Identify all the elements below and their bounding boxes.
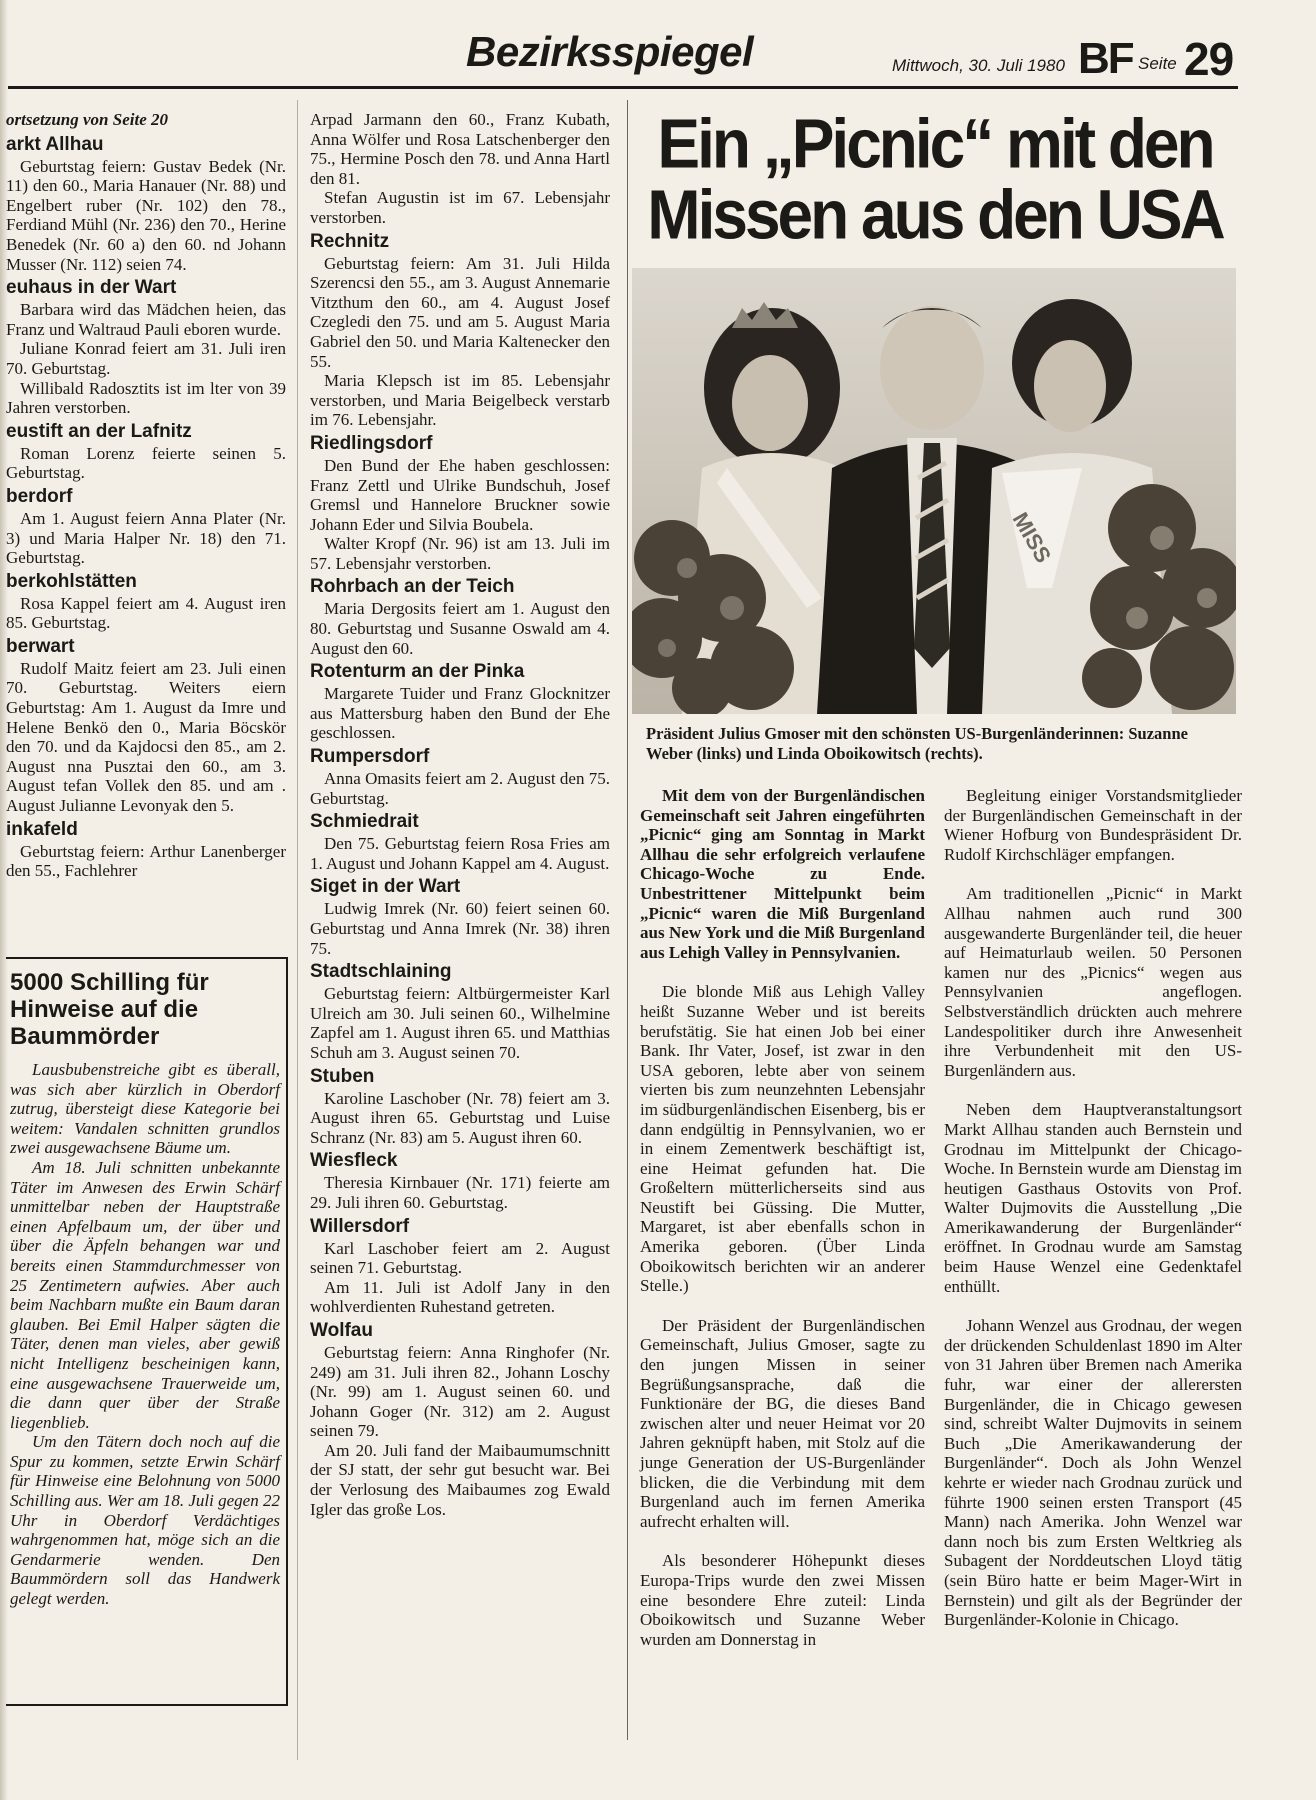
boxed-article-body	[6, 1060, 286, 1609]
section-paragraph: Maria Dergosits feiert am 1. August den 80. Geburtstag und Susanne Oswald am 4. August den 60.	[310, 599, 610, 658]
section-paragraph: Geburtstag feiern: Altbürgermeister Karl Ulreich am 30. Juli seinen 60., Wilhelmine Zapfel am 1. August ihren 65. und Matthias Schuh am 3. August seinen 70.	[310, 984, 610, 1062]
feature-photo	[632, 268, 1236, 714]
feature-column-2	[944, 786, 1242, 1630]
section-heading: Rechnitz	[310, 230, 390, 252]
news-section	[310, 876, 610, 958]
news-section	[6, 819, 286, 881]
section-paragraph: Geburtstag feiern: Anna Ringhofer (Nr. 249) am 31. Juli ihren 82., Johann Loschy (Nr. 99) am 1. August seinen 60. und Johann Goger (Nr. 312) am 2. August seinen 79.	[310, 1342, 610, 1441]
page-header	[0, 20, 1240, 90]
section-paragraph: Den Bund der Ehe haben geschlossen: Franz Zettl und Ulrike Bundschuh, Josef Gremsl und Hannelore Bruckner sowie Johann Eder und Silvia Boubela.	[310, 455, 610, 534]
feature-column-1	[640, 786, 925, 1649]
news-section	[6, 277, 286, 418]
section-heading: Siget in der Wart	[310, 876, 461, 898]
section-title: Bezirksspiegel	[466, 28, 754, 75]
news-section	[310, 1066, 610, 1148]
section-heading: Willersdorf	[310, 1215, 410, 1237]
lead-paragraph: Mit dem von der Burgenländischen Gemeinschaft seit Jahren eingeführten „Picnic“ ging am Sonntag in Markt Allhau die sehr erfolgreich verlaufene Chicago-Woche zu Ende. Unbestrittener Mittelpunkt beim „Picnic“ waren die Miß Burgenland aus New York und die Miß Burgenland aus Lehigh Valley in Pennsylvanien.	[640, 786, 925, 962]
section-paragraph: Am 1. August feiern Anna Plater (Nr. 3) und Maria Halper Nr. 18) den 71. Geburtstag.	[6, 508, 286, 568]
section-paragraph: Am 11. Juli ist Adolf Jany in den wohlverdienten Ruhestand getreten.	[310, 1277, 610, 1317]
news-section	[6, 636, 286, 816]
article-paragraph: Als besonderer Höhepunkt dieses Europa-Trips wurde den zwei Missen eine besondere Ehre zuteil: Linda Oboikowitsch und Suzanne Weber wurden am Donnerstag in	[640, 1551, 925, 1649]
section-heading: Rohrbach an der Teich	[310, 576, 515, 598]
column-intro: Arpad Jarmann den 60., Franz Kubath, Anna Wölfer und Rosa Latschenberger den 75., Hermine Posch den 78. und Anna Hartl den 81.	[310, 110, 610, 188]
news-section	[310, 576, 610, 658]
news-section	[310, 1320, 610, 1519]
news-section	[310, 1150, 610, 1212]
article-paragraph: Der Präsident der Burgenländischen Gemeinschaft, Julius Gmoser, sagte zu den jungen Missen in seiner Begrüßungsansprache, daß die Funktionäre der BG, die dieses Band zwischen alter und neuer Heimat vor 20 Jahren geknüpft haben, mit Stolz auf die junge Generation der US-Burgenländer blicken, die die Verbindung mit dem Burgenland auch im fernen Amerika aufrecht erhalten will.	[640, 1315, 925, 1531]
column-divider	[627, 100, 628, 1740]
local-news-column-1	[6, 110, 286, 881]
news-section	[6, 134, 286, 275]
boxed-article	[6, 957, 288, 1706]
news-section	[310, 746, 610, 808]
feature-headline	[630, 104, 1240, 254]
newspaper-logo: BF	[1078, 34, 1133, 83]
section-heading: Wolfau	[310, 1319, 373, 1341]
section-heading: Rotenturm an der Pinka	[310, 661, 525, 683]
section-paragraph: Den 75. Geburtstag feiern Rosa Fries am 1. August und Johann Kappel am 4. August.	[310, 834, 610, 873]
section-heading: Wiesfleck	[310, 1150, 398, 1172]
header-rule	[8, 86, 1238, 89]
news-section	[6, 421, 286, 483]
photo-illustration	[632, 268, 1236, 714]
local-news-sections	[310, 231, 610, 1520]
section-heading: Riedlingsdorf	[310, 432, 433, 454]
section-paragraph: Ludwig Imrek (Nr. 60) feiert seinen 60. Geburtstag und Anna Imrek (Nr. 38) ihren 75.	[310, 899, 610, 958]
news-section	[310, 433, 610, 574]
local-news-sections	[6, 134, 286, 881]
section-heading: berwart	[6, 635, 75, 657]
headline-line-1: Ein „Picnic“ mit den	[657, 104, 1213, 183]
boxed-paragraph: Um den Tätern doch noch auf die Spur zu kommen, setzte Erwin Schärf für Hinweise eine Belohnung von 5000 Schilling aus. Wer am 18. Juli gegen 22 Uhr in Oberdorf Verdächtiges wahrgenommen hat, möge sich an die Gendarmerie wenden. Den Baummördern soll das Handwerk gelegt werden.	[10, 1432, 280, 1609]
page-label: Seite	[1138, 54, 1177, 73]
section-paragraph: Theresia Kirnbauer (Nr. 171) feierte am 29. Juli ihren 60. Geburtstag.	[310, 1173, 610, 1212]
section-heading: Stuben	[310, 1065, 375, 1087]
section-paragraph: Roman Lorenz feierte seinen 5. Geburtstag.	[6, 443, 286, 483]
section-paragraph: Rosa Kappel feiert am 4. August iren 85. Geburtstag.	[6, 593, 286, 633]
news-section	[310, 661, 610, 743]
news-section	[310, 811, 610, 873]
news-section	[310, 1216, 610, 1317]
page-number: 29	[1184, 33, 1234, 85]
news-section	[6, 571, 286, 633]
section-heading: Schmiedrait	[310, 811, 419, 833]
article-paragraph: Begleitung einiger Vorstandsmitglieder der Burgenländischen Gemeinschaft in der Wiener Hofburg von Bundespräsident Dr. Rudolf Kirchschläger empfangen.	[944, 786, 1242, 864]
section-paragraph: Anna Omasits feiert am 2. August den 75. Geburtstag.	[310, 769, 610, 808]
news-section	[6, 486, 286, 568]
section-heading: berkohlstätten	[6, 570, 137, 592]
section-paragraph: Karl Laschober feiert am 2. August seinen 71. Geburtstag.	[310, 1238, 610, 1278]
local-news-column-2	[310, 110, 610, 1519]
article-paragraph: Die blonde Miß aus Lehigh Valley heißt Suzanne Weber und ist bereits berufstätig. Sie hat einen Job bei einer Bank. Ihr Vater, Josef, ist zwar in den USA geboren, lebte aber von seinem vierten bis zum neunzehnten Lebensjahr im südburgenländischen Eisenberg, bis er dann endgültig in Pennsylvanien, wo er in einem Zementwerk beschäftigt ist, eine Heimat gefunden hat. Die Großeltern mütterlicherseits sind aus Neustift bei Güssing. Die Mutter, Margaret, ist aber ebenfalls schon in Amerika geboren. (Über Linda Oboikowitsch berichten wir an anderer Stelle.)	[640, 982, 925, 1296]
section-heading: Rumpersdorf	[310, 746, 430, 768]
section-heading: inkafeld	[6, 818, 78, 840]
column-intro-2: Stefan Augustin ist im 67. Lebensjahr verstorben.	[310, 188, 610, 227]
photo-caption: Präsident Julius Gmoser mit den schönsten US-Burgenländerinnen: Suzanne Weber (links) und Linda Oboikowitsch (rechts).	[646, 724, 1188, 763]
section-heading: berdorf	[6, 485, 73, 507]
boxed-article-title: 5000 Schilling für Hinweise auf die Baummörder	[10, 969, 209, 1050]
section-paragraph: Geburtstag feiern: Arthur Lanenberger den 55., Fachlehrer	[6, 841, 286, 881]
news-section	[310, 961, 610, 1062]
article-paragraph: Am traditionellen „Picnic“ in Markt Allhau nahmen auch rund 300 ausgewanderte Burgenländer teil, die heuer auf Heimaturlaub weilen. 50 Personen kamen nur des „Picnics“ wegen aus Pennsylvanien angeflogen. Selbstverständlich drückten auch mehrere Landespolitiker durch ihre Anwesenheit ihre Verbundenheit mit den US-Burgenländern aus.	[944, 884, 1242, 1080]
section-heading: euhaus in der Wart	[6, 277, 177, 299]
boxed-paragraph: Am 18. Juli schnitten unbekannte Täter im Anwesen des Erwin Schärf unmittelbar neben der Hauptstraße einen Apfelbaum um, der über und über die Äpfeln behangen war und bereits einen Stammdurchmesser von 25 Zentimetern aufwies. Aber auch beim Nachbarn mußte ein Baum daran glauben. Bei Emil Halper sägten die Täter, denen man vieles, aber gewiß nicht Intelligenz bescheinigen kann, eine ausgewachsene Trauerweide um, die dann quer über der Straße liegenblieb.	[10, 1157, 280, 1432]
section-paragraph: Rudolf Maitz feiert am 23. Juli einen 70. Geburtstag. Weiters eiern Geburtstag: Am 1. August da Imre und Helene Benkö den 0., Maria Böcskör den 70. und da Kajdocsi den 85., am 2. August nna Pusztai den 60., am 3. August tefan Vollek den 85. und am . August Julianne Levonyak den 5.	[6, 658, 286, 816]
section-paragraph: Maria Klepsch ist im 85. Lebensjahr verstorben, und Maria Beigelbeck verstarb im 76. Lebensjahr.	[310, 371, 610, 430]
section-heading: Stadtschlaining	[310, 961, 452, 983]
section-paragraph: Barbara wird das Mädchen heien, das Franz und Waltraud Pauli eboren wurde.	[6, 300, 286, 339]
section-paragraph: Am 20. Juli fand der Maibaumumschnitt der SJ statt, der sehr gut besucht war. Bei der Verlosung des Maibaumes zog Ewald Igler das große Los.	[310, 1440, 610, 1519]
section-heading: eustift an der Lafnitz	[6, 420, 192, 442]
section-heading: arkt Allhau	[6, 133, 104, 155]
sash-text: MISS	[1007, 508, 1057, 568]
continuation-note: ortsetzung von Seite 20	[6, 110, 168, 129]
boxed-paragraph: Lausbubenstreiche gibt es überall, was sich aber kürzlich in Oberdorf zutrug, übersteigt diese Kategorie bei weitem: Vandalen schnitten grundlos zwei ausgewachsene Bäume um.	[10, 1060, 280, 1158]
section-paragraph: Karoline Laschober (Nr. 78) feiert am 3. August ihren 65. Geburtstag und Luise Schranz (Nr. 83) am 5. August ihren 60.	[310, 1088, 610, 1147]
section-paragraph: Willibald Radosztits ist im lter von 39 Jahren verstorben.	[6, 378, 286, 418]
section-paragraph: Geburtstag feiern: Gustav Bedek (Nr. 11) den 60., Maria Hanauer (Nr. 88) und Engelbert ruber (Nr. 102) den 78., Ferdiand Mühl (Nr. 236) den 70., Herine Benedek (Nr. 60 a) den 60. nd Johann Musser (Nr. 112) seien 74.	[6, 156, 286, 274]
article-paragraph: Johann Wenzel aus Grodnau, der wegen der drückenden Schuldenlast 1890 im Alter von 31 Jahren über Bremen nach Amerika fuhr, war einer der allerersten Burgenländer, die in Chicago gewesen sind, schreibt Walter Dujmovits in seinem Buch „Die Amerikawanderung der Burgenländer“. Doch als John Wenzel kehrte er wieder nach Grodnau zurück und führte 1900 seinen ersten Transport (45 Mann) nach Amerika. John Wenzel war dann noch bis zum Ersten Weltkrieg als Subagent der Norddeutschen Lloyd tätig (sein Büro hatte er beim Mager-Wirt in Bernstein) und gilt als der Begründer der Burgenländer-Kolonie in Chicago.	[944, 1316, 1242, 1630]
section-paragraph: Walter Kropf (Nr. 96) ist am 13. Juli im 57. Lebensjahr verstorben.	[310, 534, 610, 573]
headline-line-2: Missen aus den USA	[647, 176, 1223, 254]
news-section	[310, 231, 610, 430]
section-paragraph: Juliane Konrad feiert am 31. Juli iren 70. Geburtstag.	[6, 339, 286, 378]
issue-date: Mittwoch, 30. Juli 1980	[892, 56, 1065, 75]
section-paragraph: Geburtstag feiern: Am 31. Juli Hilda Szerencsi den 55., am 3. August Annemarie Vitzthum den 60., am 4. August Josef Czegledi den 75. und am 5. August Maria Gabriel den 50. und Maria Kaltenecker den 55.	[310, 253, 610, 371]
column-divider	[297, 100, 298, 1760]
section-paragraph: Margarete Tuider und Franz Glocknitzer aus Mattersburg haben den Bund der Ehe geschlossen.	[310, 684, 610, 743]
article-paragraph: Neben dem Hauptveranstaltungsort Markt Allhau standen auch Bernstein und Grodnau im Mittelpunkt der Chicago-Woche. In Bernstein wurde am Dienstag im heutigen Gasthaus Ostovits von Prof. Walter Dujmovits die Ausstellung „Die Amerikawanderung der Burgenländer“ eröffnet. In Grodnau wurde am Samstag beim Hause Wenzel eine Gedenktafel enthüllt.	[944, 1100, 1242, 1296]
